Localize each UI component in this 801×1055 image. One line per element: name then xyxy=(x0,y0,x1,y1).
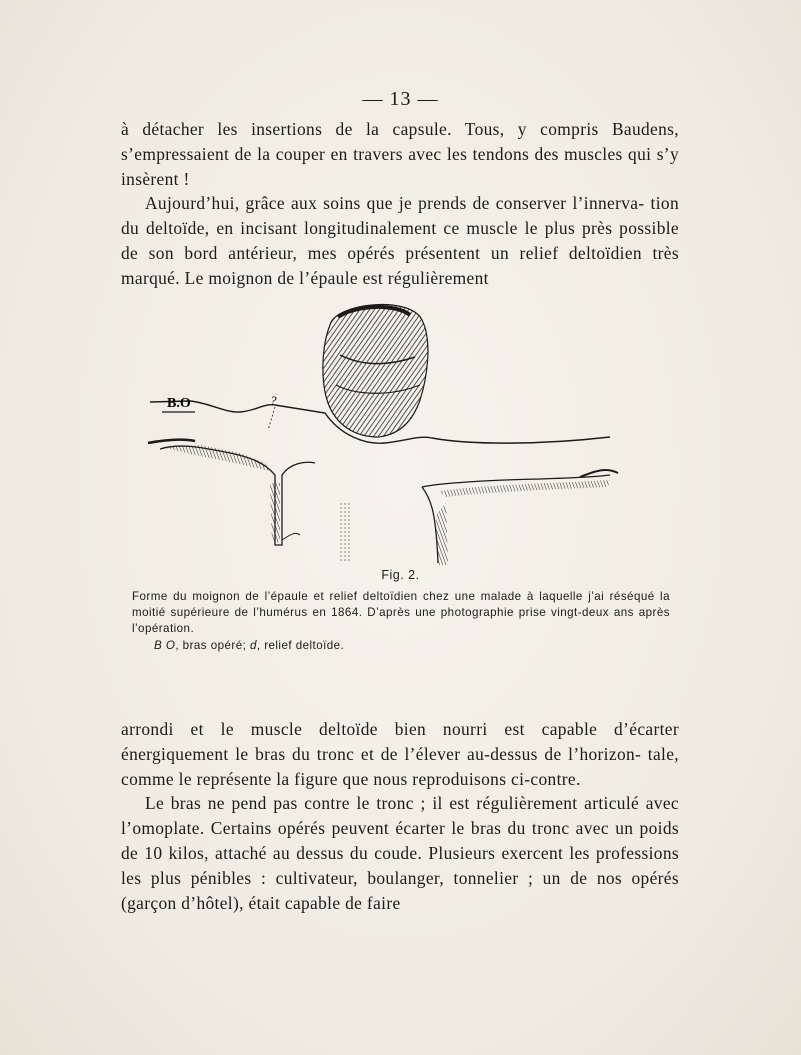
caption-text: Forme du moignon de l’épaule et relief deltoïdien chez une malade à laquelle j’ai réséqué la moitié supérieure de l’humérus en 1864. D’après une photographie prise vingt-deux ans après l’opération. xyxy=(132,590,670,635)
body-text-bottom xyxy=(121,717,679,915)
page-number: — 13 — xyxy=(362,88,439,110)
right-arm xyxy=(422,470,618,565)
left-arm xyxy=(148,440,315,545)
legend-b: B O xyxy=(154,639,176,652)
figure-caption xyxy=(132,589,670,654)
paragraph: arrondi et le muscle deltoïde bien nourri est capable d’écarter énergiquement le bras du tronc et de l’élever au-dessus de l’horizon- tale, comme le représente la figure que nous reproduisons ci-contre. xyxy=(121,719,679,789)
legend-b-text: , bras opéré; xyxy=(175,639,250,652)
paragraph: à détacher les insertions de la capsule. Tous, y compris Baudens, s’empressaient de la couper en travers avec les tendons des muscles qui s’y insèrent ! xyxy=(121,119,679,189)
caption-legend xyxy=(132,638,670,654)
label-bo: B.O xyxy=(167,396,191,411)
body-text-top xyxy=(121,117,679,291)
legend-d-text: , relief deltoïde. xyxy=(256,639,345,652)
figure-illustration xyxy=(140,295,640,570)
figure-number: Fig. 2. xyxy=(381,568,420,582)
label-d-upper: ? xyxy=(270,393,277,408)
head-hair xyxy=(323,305,428,437)
paragraph: Le bras ne pend pas contre le tronc ; il est régulièrement articulé avec l’omoplate. Certains opérés peuvent écarter le bras du tronc avec un poids de 10 kilos, attaché au dessus du coude. Plusieurs exercent les professions les plus pénibles : cultivateur, boulanger, tonnelier ; un de nos opérés (garçon d’hôtel), était capable de faire xyxy=(121,793,679,913)
legend-d: d xyxy=(249,639,257,652)
paragraph: Aujourd’hui, grâce aux soins que je prends de conserver l’innerva- tion du deltoïde, en incisant longitudinalement ce muscle le plus près possible de son bord antérieur, mes opérés présentent un relief deltoïdien très marqué. Le moignon de l’épaule est régulièrement xyxy=(121,193,679,288)
torso-shading xyxy=(338,503,352,561)
